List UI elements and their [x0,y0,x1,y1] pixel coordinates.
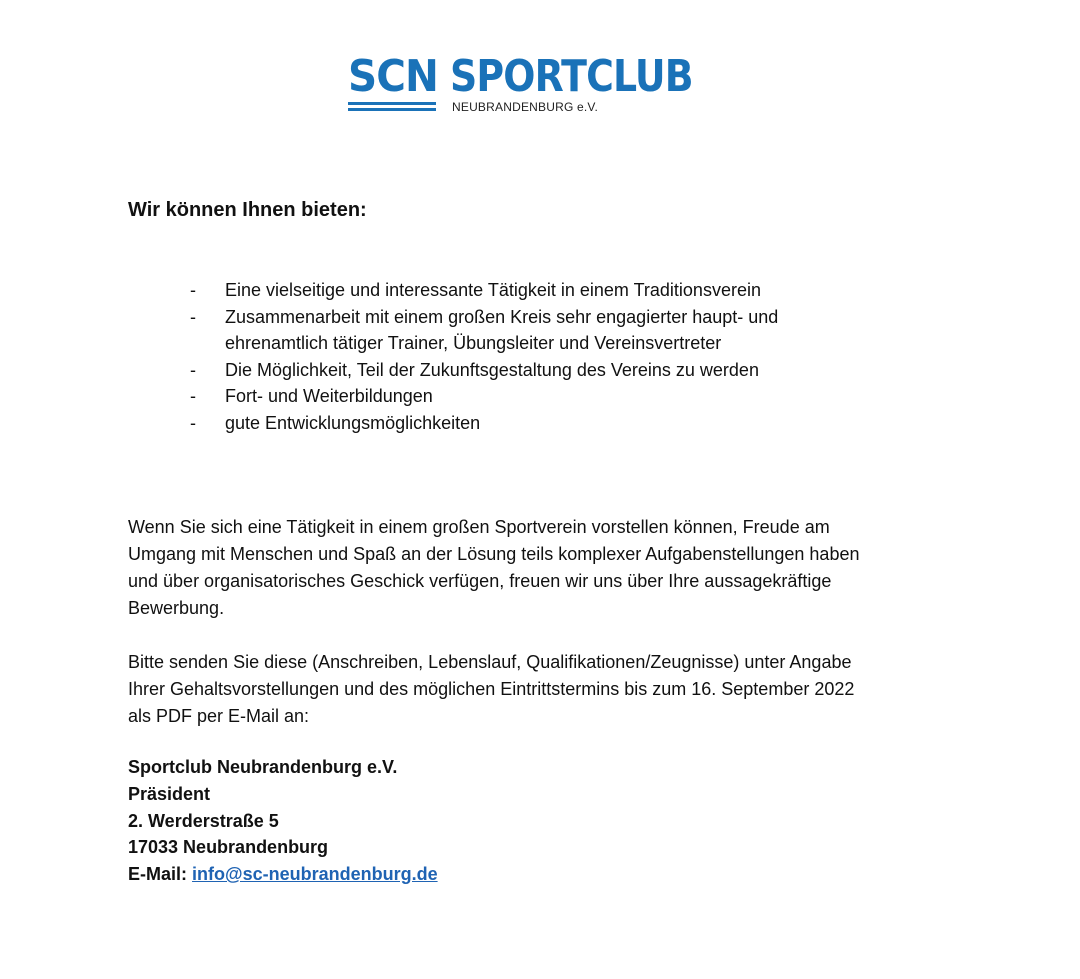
list-item [190,277,778,304]
list-item [190,357,778,384]
paragraph-line: und über organisatorisches Geschick verfügen, freuen wir uns über Ihre aussagekräftige [128,571,832,591]
logo-stripe [348,102,436,105]
email-label: E-Mail: [128,864,188,885]
paragraph-line: Ihrer Gehaltsvorstellungen und des möglichen Eintrittstermins bis zum 16. September 2022 [128,679,855,699]
application-paragraph [128,514,859,622]
address-email-row [128,861,438,888]
offer-list [190,277,778,437]
logo-sportclub: SPORTCLUB [450,51,693,102]
address-org: Sportclub Neubrandenburg e.V. [128,757,398,777]
club-logo [348,51,738,118]
bullet-dash: - [190,359,196,380]
bullet-dash: - [190,386,196,407]
list-item-text: ehrenamtlich tätiger Trainer, Übungsleiter und Vereinsvertreter [225,333,722,354]
email-link[interactable]: info@sc-neubrandenburg.de [192,864,438,885]
list-item-continuation [190,330,778,357]
submission-paragraph [128,649,854,730]
address-street: 2. Werderstraße 5 [128,810,279,831]
list-item-text: Die Möglichkeit, Teil der Zukunftsgestaltung des Vereins zu werden [225,359,759,380]
list-item-text: Zusammenarbeit mit einem großen Kreis sehr engagierter haupt- und [225,306,779,327]
list-item-text: Fort- und Weiterbildungen [225,386,433,407]
address-role: Präsident [128,783,211,804]
list-item [190,410,778,437]
offer-heading: Wir können Ihnen bieten: [128,199,367,221]
bullet-dash: - [190,306,196,327]
paragraph-line: Wenn Sie sich eine Tätigkeit in einem großen Sportverein vorstellen können, Freude am [128,517,830,537]
paragraph-line: Umgang mit Menschen und Spaß an der Lösung teils komplexer Aufgabenstellungen haben [128,544,860,564]
bullet-dash: - [190,280,196,300]
logo-wordmark [348,51,446,102]
paragraph-line: als PDF per E-Mail an: [128,706,310,726]
bullet-dash: - [190,412,196,433]
contact-address [128,754,438,888]
logo-subtitle: NEUBRANDENBURG e.V. [452,100,599,114]
paragraph-line: Bitte senden Sie diese (Anschreiben, Lebenslauf, Qualifikationen/Zeugnisse) unter Angabe [128,652,852,672]
list-item [190,304,778,331]
logo-scn: SCN [348,51,438,102]
logo-stripe [348,108,436,111]
paragraph-line: Bewerbung. [128,598,225,618]
list-item [190,383,778,410]
address-city: 17033 Neubrandenburg [128,837,329,858]
list-item-text: Eine vielseitige und interessante Tätigkeit in einem Traditionsverein [225,280,761,300]
list-item-text: gute Entwicklungsmöglichkeiten [225,412,481,433]
